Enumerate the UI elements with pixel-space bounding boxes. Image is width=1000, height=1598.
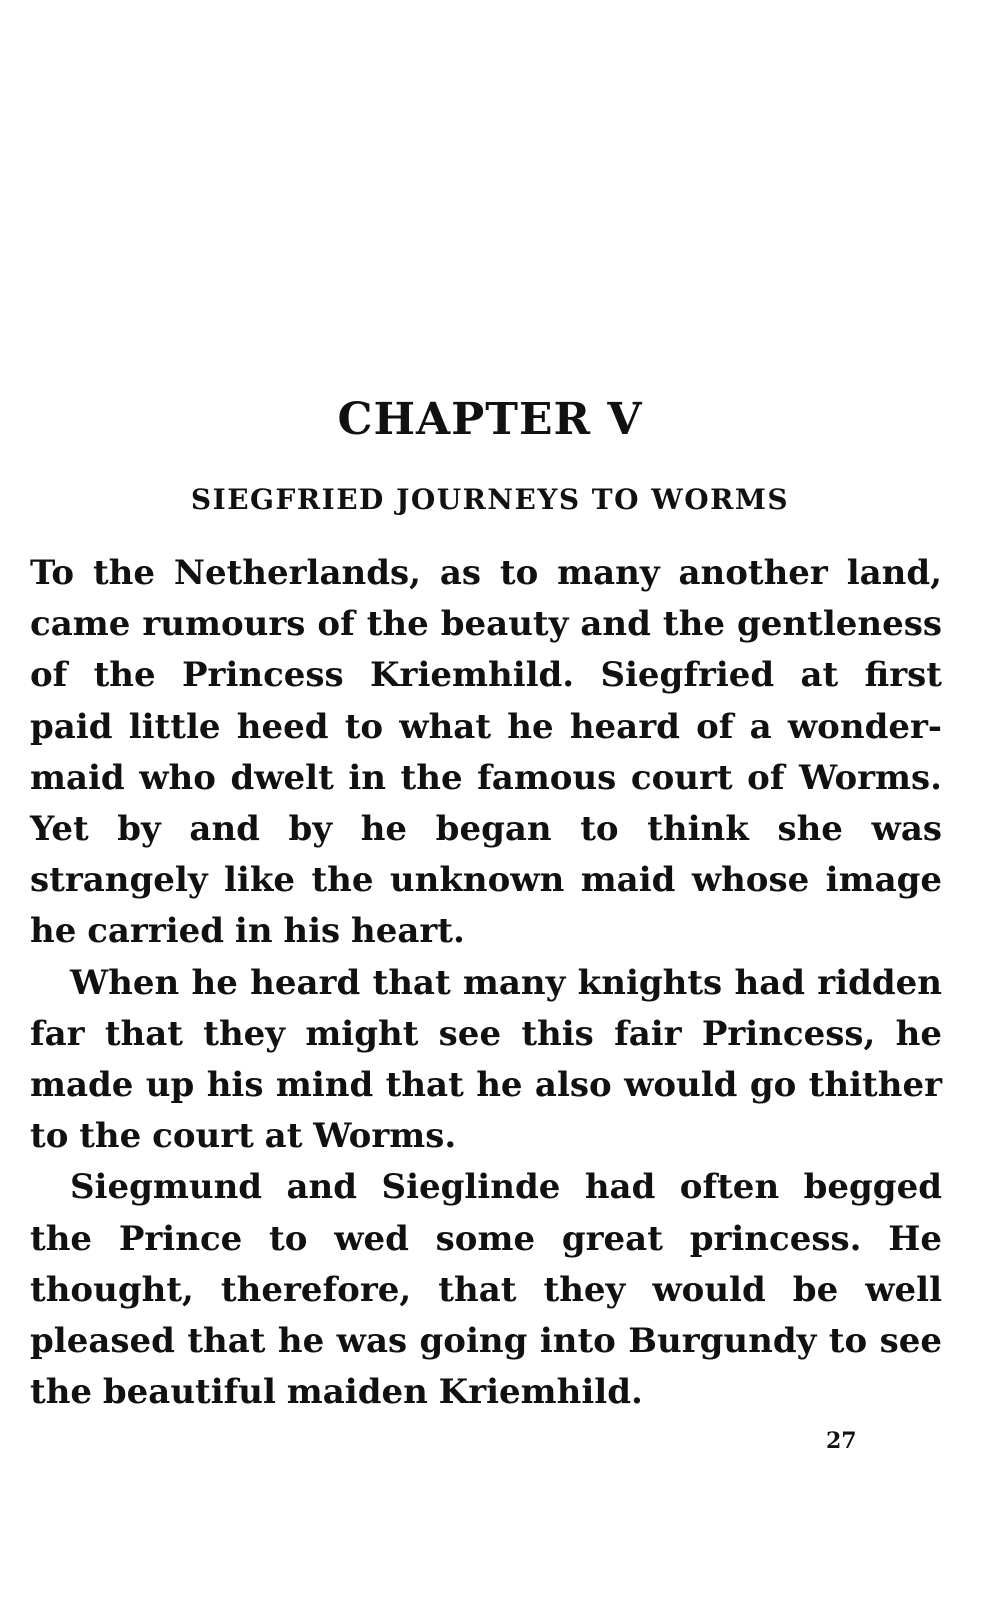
paragraph-2: When he heard that many knights had ridden far that they might see this fair Princess, he made up his mind that he also would go thither to the court at Worms.	[30, 962, 942, 1157]
chapter-body	[30, 548, 942, 1418]
paragraph-3: Siegmund and Sieglinde had often begged the Prince to wed some great princess. He thought, therefore, that they would be well pleased that he was going into Burgundy to see the beautiful maiden Kriemhild.	[30, 1167, 942, 1413]
paragraph-1: To the Netherlands, as to many another land, came rumours of the beauty and the gentleness of the Princess Kriemhild. Siegfried at first paid little heed to what he heard of a wonder-maid who dwelt in the famous court of Worms. Yet by and by he began to think she was strangely like the unknown maid whose image he carried in his heart.	[30, 553, 942, 952]
page-number: 27	[826, 1428, 857, 1454]
chapter-number: CHAPTER V	[337, 394, 643, 445]
chapter-title: SIEGFRIED JOURNEYS TO WORMS	[190, 483, 790, 516]
